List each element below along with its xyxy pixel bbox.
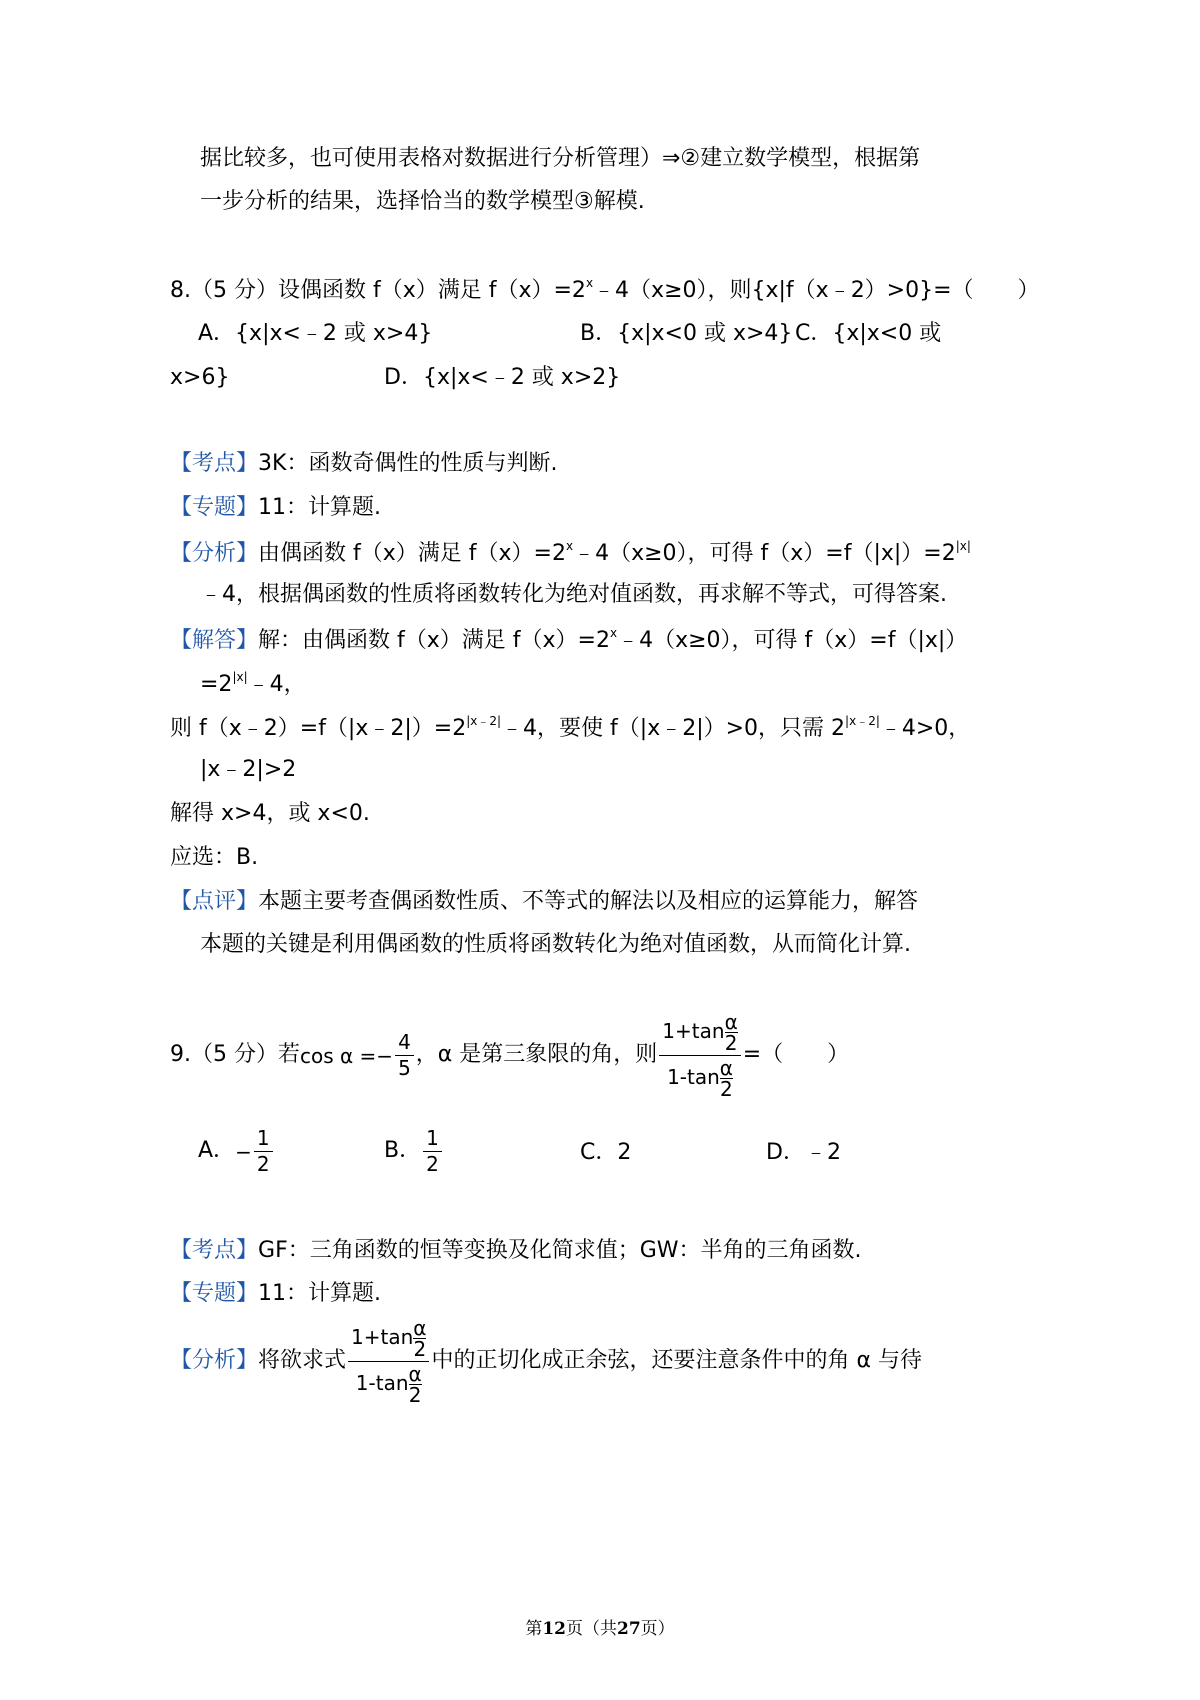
- q8-jieda-line2-sup: |x|: [232, 670, 248, 684]
- q8-stem-sup: x: [585, 276, 594, 290]
- q9-option-a-num: 1: [254, 1128, 273, 1152]
- q8-jieda-line6: 应选：B.: [170, 845, 259, 870]
- q8-stem: [170, 276, 1040, 304]
- q9-tan-top-text: 1+tan: [662, 1019, 725, 1043]
- q9-tan-bot-text: 1-tan: [667, 1065, 720, 1089]
- q8-option-c-cont: x>6}: [170, 365, 230, 390]
- q9-option-a-den: 2: [256, 1152, 270, 1176]
- q9-kaodian-text: GF：三角函数的恒等变换及化简求值；GW：半角的三角函数.: [258, 1238, 862, 1263]
- footer-page-number: 12: [542, 1619, 566, 1639]
- q9-fenxi-bot-text: 1-tan: [355, 1371, 409, 1395]
- q8-jieda-line2: [200, 670, 306, 698]
- q9-option-a: [198, 1128, 275, 1175]
- q9-zhuanti-text: 11：计算题.: [258, 1281, 382, 1306]
- q9-tan-num: [659, 1012, 740, 1056]
- footer-page-total: 27: [617, 1619, 641, 1639]
- q8-jieda-line3-c: ﹣4>0，: [879, 716, 971, 741]
- q8-stem-text-a: 8.（5 分）设偶函数 f（x）满足 f（x）=2: [170, 278, 586, 303]
- q9-zhuanti: [170, 1281, 381, 1307]
- q8-fenxi-line2: ﹣4，根据偶函数的性质将函数转化为绝对值函数，再求解不等式，可得答案.: [200, 582, 947, 607]
- q9-fenxi-alpha-top: α: [413, 1316, 427, 1340]
- q9-stem-text-c: =（ ）: [742, 1042, 850, 1068]
- dianping-tag: 【点评】: [170, 889, 259, 914]
- q9-stem: [170, 1012, 849, 1122]
- q8-kaodian: [170, 451, 557, 477]
- jieda-tag: 【解答】: [170, 628, 259, 653]
- q9-fenxi-top-text: 1+tan: [351, 1325, 414, 1349]
- q9-cos-den: 5: [398, 1056, 411, 1080]
- q9-fenxi-num: [348, 1318, 429, 1362]
- q9-fenxi-fraction: [348, 1318, 429, 1405]
- q9-option-a-label: A．: [198, 1138, 236, 1164]
- q9-stem-text-a: 9.（5 分）若: [170, 1042, 300, 1068]
- intro-line-1: 据比较多，也可使用表格对数据进行分析管理）⇒②建立数学模型，根据第: [200, 146, 921, 171]
- q9-fenxi-text-b: 中的正切化成正余弦，还要注意条件中的角 α 与待: [431, 1348, 922, 1374]
- q9-option-c: C．2: [580, 1140, 632, 1165]
- q9-cos-label: cos α =−: [299, 1043, 394, 1068]
- q8-stem-text-b: ﹣4（x≥0），则{x|f（x﹣2）>0}=（ ）: [593, 278, 1040, 303]
- q9-stem-text-b: ，α 是第三象限的角，则: [415, 1042, 658, 1068]
- q8-jieda-line4: |x﹣2|>2: [200, 757, 297, 782]
- q8-option-c: C．{x|x<0 或: [795, 321, 942, 346]
- fenxi-tag: 【分析】: [170, 541, 259, 566]
- q9-fenxi-two-top: 2: [413, 1337, 427, 1361]
- q9-fenxi: [170, 1318, 922, 1428]
- q8-option-a: A．{x|x<﹣2 或 x>4}: [198, 321, 433, 346]
- q8-jieda-line2-b: ﹣4，: [247, 672, 306, 697]
- q8-fenxi-sup1: x: [565, 539, 574, 553]
- q9-option-b-den: 2: [426, 1152, 439, 1176]
- q8-jieda-sup1: x: [609, 626, 618, 640]
- q9-option-b: [384, 1128, 444, 1175]
- kaodian-tag: 【考点】: [170, 1238, 259, 1263]
- q9-option-a-fraction: [254, 1128, 273, 1175]
- q8-jieda-line2-a: =2: [200, 672, 233, 697]
- q8-jieda-line3-b: ﹣4，要使 f（|x﹣2|）>0，只需 2: [501, 716, 846, 741]
- q8-kaodian-text: 3K：函数奇偶性的性质与判断.: [258, 451, 558, 476]
- q8-jieda-line3-sup2: |x﹣2|: [845, 714, 880, 728]
- zhuanti-tag: 【专题】: [170, 1281, 259, 1306]
- footer-pre: 第: [525, 1619, 543, 1639]
- footer-mid: 页（共: [566, 1619, 617, 1639]
- q9-two-top: 2: [724, 1031, 738, 1055]
- q9-cos-fraction: [395, 1032, 414, 1079]
- zhuanti-tag: 【专题】: [170, 495, 259, 520]
- q8-fenxi-text-a: 由偶函数 f（x）满足 f（x）=2: [258, 541, 566, 566]
- q9-option-d: D．﹣2: [766, 1140, 841, 1165]
- fenxi-tag: 【分析】: [170, 1348, 259, 1374]
- q8-dianping: [170, 889, 918, 915]
- q8-jieda-text-b: ﹣4（x≥0），可得 f（x）=f（|x|）: [617, 628, 968, 653]
- q9-alpha-top: α: [724, 1010, 738, 1034]
- q8-zhuanti-text: 11：计算题.: [258, 495, 382, 520]
- q8-dianping-line2: 本题的关键是利用偶函数的性质将函数转化为绝对值函数，从而简化计算.: [200, 932, 911, 957]
- kaodian-tag: 【考点】: [170, 451, 259, 476]
- q9-fenxi-alpha-bot: α: [408, 1362, 422, 1386]
- q9-option-b-label: B．: [384, 1138, 422, 1164]
- q8-jieda: [170, 626, 967, 654]
- q8-fenxi: [170, 539, 971, 567]
- q9-kaodian: [170, 1238, 862, 1264]
- intro-line-2: 一步分析的结果，选择恰当的数学模型③解模.: [200, 189, 645, 214]
- q8-jieda-line3-sup1: |x﹣2|: [466, 714, 502, 728]
- q9-two-bot: 2: [720, 1077, 733, 1101]
- q8-jieda-line5: 解得 x>4，或 x<0.: [170, 801, 370, 826]
- q9-alpha-bot: α: [719, 1056, 733, 1080]
- q8-option-d: D．{x|x<﹣2 或 x>2}: [384, 365, 621, 390]
- q8-jieda-line3: [170, 714, 970, 742]
- q8-jieda-text-a: 解：由偶函数 f（x）满足 f（x）=2: [258, 628, 610, 653]
- q9-cos-num: 4: [395, 1032, 414, 1056]
- q9-fenxi-two-bot: 2: [408, 1383, 422, 1407]
- q8-zhuanti: [170, 495, 381, 521]
- q9-option-a-sign: −: [235, 1139, 252, 1164]
- page-footer: [0, 1614, 1200, 1639]
- q9-fenxi-text-a: 将欲求式: [258, 1348, 347, 1374]
- q9-option-b-fraction: [423, 1128, 442, 1175]
- q8-option-b: B．{x|x<0 或 x>4}: [580, 321, 793, 346]
- q9-tan-den: [659, 1056, 740, 1099]
- q8-dianping-text: 本题主要考查偶函数性质、不等式的解法以及相应的运算能力，解答: [258, 889, 919, 914]
- q8-fenxi-text-b: ﹣4（x≥0），可得 f（x）=f（|x|）=2: [573, 541, 956, 566]
- footer-post: 页）: [640, 1619, 675, 1639]
- q9-fenxi-den: [348, 1362, 429, 1405]
- q9-option-b-num: 1: [423, 1128, 442, 1152]
- q8-fenxi-sup2: |x|: [955, 539, 971, 553]
- q9-tan-fraction: [659, 1012, 740, 1099]
- q8-jieda-line3-a: 则 f（x﹣2）=f（|x﹣2|）=2: [170, 716, 467, 741]
